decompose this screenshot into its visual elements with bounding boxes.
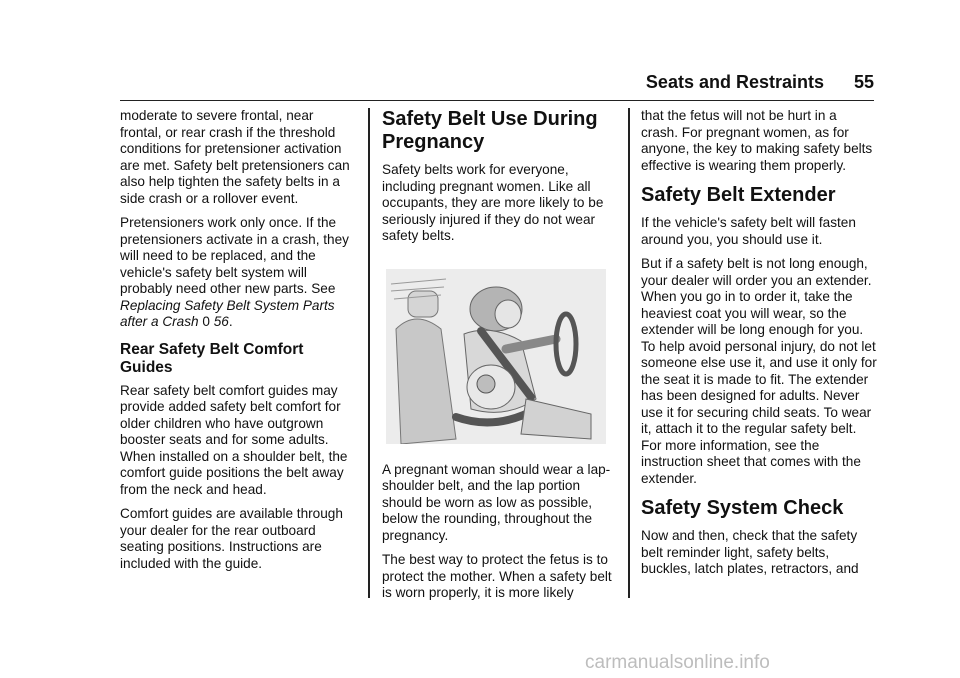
section-heading: Safety System Check	[641, 497, 844, 519]
column-divider	[368, 108, 370, 598]
cross-reference-page[interactable]: 56	[213, 314, 229, 329]
paragraph-text: Pretensioners work only once. If the pretensioners activate in a crash, they will need to be replaced, and the vehicle's safety belt system will probably need other new parts. See	[120, 215, 349, 296]
column-2	[382, 108, 618, 610]
section-heading: Safety Belt Extender	[641, 184, 836, 206]
section-title: Seats and Restraints	[645, 72, 824, 92]
column-1	[120, 108, 356, 580]
paragraph: But if a safety belt is not long enough, your dealer will order you an extender. When you go in to order it, take the heaviest coat you will wear, so the extender will be long enough for you. To help avoid personal injury, do not let someone else use it, and use it only for the seat it is made to fit. The extender has been designed for adults. Never use it for securing child seats. To wear it, attach it to the regular safety belt. For more information, see the instruction sheet that comes with the extender.	[641, 256, 877, 486]
section-heading: Rear Safety Belt Comfort Guides	[120, 340, 304, 376]
paragraph: moderate to severe frontal, near frontal, or rear crash if the threshold conditions for pretensioner activation are met. Safety belt pretensioners can also help tighten the safety belts in a side crash or a rollover event.	[120, 108, 350, 206]
section-heading: Safety Belt Use During Pregnancy	[382, 108, 598, 153]
page-ref-icon: 0	[202, 314, 210, 329]
paragraph: The best way to protect the fetus is to protect the mother. When a safety belt is worn properly, it is more likely	[382, 552, 612, 600]
paragraph: Now and then, check that the safety belt reminder light, safety belts, buckles, latch plates, retractors, and	[641, 528, 859, 576]
column-divider	[628, 108, 630, 598]
paragraph: Safety belts work for everyone, including pregnant women. Like all occupants, they are more likely to be seriously injured if they do not wear safety belts.	[382, 162, 604, 243]
page-number: 55	[853, 72, 874, 92]
paragraph: Comfort guides are available through your dealer for the rear outboard seating positions. Instructions are included with the guide.	[120, 506, 343, 571]
pregnant-woman-seatbelt-illustration	[386, 269, 606, 444]
watermark: carmanualsonline.info	[585, 652, 770, 673]
paragraph	[120, 215, 356, 331]
paragraph: If the vehicle's safety belt will fasten around you, you should use it.	[641, 215, 856, 247]
paragraph: A pregnant woman should wear a lap-shoulder belt, and the lap portion should be worn as low as possible, below the rounding, throughout the pregnancy.	[382, 461, 611, 543]
cross-reference-link[interactable]: Replacing Safety Belt System Parts after a Crash	[120, 297, 335, 329]
paragraph: Rear safety belt comfort guides may provide added safety belt comfort for older children who have outgrown booster seats and for some adults. When installed on a shoulder belt, the comfort guide positions the belt away from the neck and head.	[120, 382, 348, 497]
column-3	[641, 108, 877, 586]
page-header	[120, 70, 874, 101]
paragraph: that the fetus will not be hurt in a crash. For pregnant women, as for anyone, the key to making safety belts effective is wearing them properly.	[641, 108, 873, 173]
paragraph-end: .	[228, 314, 233, 329]
